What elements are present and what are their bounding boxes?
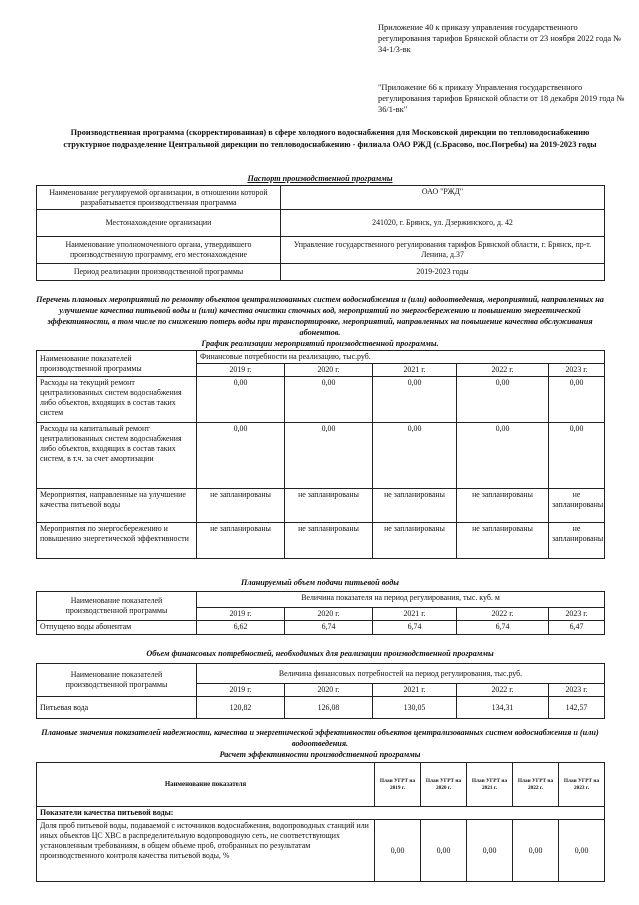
supply-col-header: Наименование показателей производственной программы (37, 592, 197, 621)
year-header: 2020 г. (285, 684, 373, 697)
plan-header: План УГРТ на 2022 г. (513, 763, 559, 807)
measures-table (36, 350, 605, 559)
document-title: Производственная программа (скорректированная) в сфере холодного водоснабжения для Московской дирекции по тепловодоснабжению структурное подразделение Центральной дирекции по тепловодоснабжению - филиала ОАО РЖД (с.Брасово, пос.Погребы) на 2019-2023 годы (63, 128, 597, 149)
reliability-value: 0,00 (467, 820, 513, 882)
year-header: 2022 г. (457, 608, 549, 621)
supply-row-label: Отпущено воды абонентам (37, 621, 197, 635)
reliability-col-header: Наименование показателя (37, 763, 375, 807)
passport-label: Местонахождение организации (37, 210, 281, 237)
finance-value: 126,08 (285, 697, 373, 719)
measures-value: не запланированы (457, 523, 549, 559)
year-header: 2023 г. (549, 364, 605, 377)
measures-row-label: Расходы на текущий ремонт централизованных систем водоснабжения либо объектов, входящих в состав таких систем (37, 377, 197, 423)
measures-value: не запланированы (197, 489, 285, 523)
passport-row (37, 186, 605, 210)
plan-header: План УГРТ на 2020 г. (421, 763, 467, 807)
year-header: 2022 г. (457, 684, 549, 697)
supply-title: Планируемый объем подачи питьевой воды (241, 578, 399, 587)
year-header: 2021 г. (373, 684, 457, 697)
supply-value: 6,74 (457, 621, 549, 635)
year-header: 2020 г. (285, 364, 373, 377)
measures-value: 0,00 (197, 423, 285, 489)
year-header: 2022 г. (457, 364, 549, 377)
measures-value: не запланированы (373, 489, 457, 523)
reliability-value: 0,00 (421, 820, 467, 882)
year-header: 2021 г. (373, 608, 457, 621)
measures-value: 0,00 (285, 423, 373, 489)
measures-value: 0,00 (373, 423, 457, 489)
measures-value: 0,00 (457, 423, 549, 489)
measures-value: 0,00 (457, 377, 549, 423)
reliability-row-label: Доля проб питьевой воды, подаваемой с источников водоснабжения, водопроводных станций или иных объектов ЦС ХВС в распределительную водопроводную сеть, не соответствующих установленным требованиям, в общем объеме проб, отобранных по результатам производственного контроля качества питьевой воды, % (37, 820, 375, 882)
plan-header: План УГРТ на 2023 г. (559, 763, 605, 807)
measures-value: не запланированы (285, 523, 373, 559)
measures-value: не запланированы (457, 489, 549, 523)
passport-row (37, 237, 605, 264)
measures-value: не запланированы (373, 523, 457, 559)
measures-value: не запланированы (285, 489, 373, 523)
measures-value: 0,00 (549, 377, 605, 423)
supply-table (36, 591, 605, 635)
finance-value-header: Величина финансовых потребностей на период регулирования, тыс.руб. (197, 664, 605, 684)
reliability-row (37, 820, 605, 882)
passport-value: Управление государственного регулирования тарифов Брянской области, г. Брянск, пр-т. Ленина, д.37 (281, 237, 605, 264)
finance-col-header: Наименование показателей производственной программы (37, 664, 197, 697)
supply-row (37, 621, 605, 635)
reliability-subtitle: Расчет эффективности производственной программы (219, 750, 421, 759)
measures-value: не запланированы (197, 523, 285, 559)
passport-label: Наименование регулируемой организации, в отношении которой разрабатывается производственная программа (37, 186, 281, 210)
order-note-40: Приложение 40 к приказу управления государственного регулирования тарифов Брянской области от 23 ноября 2022 года № 34-1/3-вк (378, 23, 622, 54)
measures-subtitle: График реализации мероприятий производственной программы. (201, 339, 439, 348)
passport-label: Период реализации производственной программы (37, 264, 281, 281)
finance-row-label: Питьевая вода (37, 697, 197, 719)
finance-value: 120,82 (197, 697, 285, 719)
passport-row (37, 264, 605, 281)
finance-title: Объем финансовых потребностей, необходимых для реализации производственной программы (146, 649, 494, 658)
reliability-value: 0,00 (559, 820, 605, 882)
year-header: 2021 г. (373, 364, 457, 377)
reliability-title: Плановые значения показателей надежности, качества и энергетической эффективности объектов централизованных систем водоснабжения и (или) водоотведения. (41, 728, 599, 748)
measures-fin-header: Финансовые потребности на реализацию, тыс.руб. (197, 351, 605, 364)
supply-value: 6,47 (549, 621, 605, 635)
supply-value-header: Величина показателя на период регулирования, тыс. куб. м (197, 592, 605, 608)
reliability-table (36, 762, 605, 882)
finance-value: 142,57 (549, 697, 605, 719)
measures-value: не запланированы (549, 489, 605, 523)
measures-row (37, 523, 605, 559)
reliability-value: 0,00 (375, 820, 421, 882)
supply-value: 6,74 (285, 621, 373, 635)
supply-value: 6,62 (197, 621, 285, 635)
year-header: 2019 г. (197, 364, 285, 377)
passport-title: Паспорт производственной программы (247, 174, 393, 183)
measures-value: 0,00 (549, 423, 605, 489)
measures-value: 0,00 (373, 377, 457, 423)
year-header: 2023 г. (549, 608, 605, 621)
year-header: 2019 г. (197, 608, 285, 621)
passport-value: 2019-2023 годы (281, 264, 605, 281)
measures-row-label: Мероприятия по энергосбережению и повышению энергетической эффективности (37, 523, 197, 559)
year-header: 2019 г. (197, 684, 285, 697)
finance-table (36, 663, 605, 719)
measures-intro: Перечень плановых мероприятий по ремонту объектов централизованных систем водоснабжения и (или) водоотведения, мероприятий, направленных на улучшение качества питьевой воды и (или) качества очистки сточных вод, мероприятий по энергосбережению и повышению энергетической эффективности, в том числе по снижению потерь воды при транспортировке, мероприятий, направленных на повышение качества обслуживания абонентов. (36, 295, 604, 337)
reliability-value: 0,00 (513, 820, 559, 882)
year-header: 2023 г. (549, 684, 605, 697)
measures-row (37, 423, 605, 489)
order-note-66: "Приложение 66 к приказу Управления государственного регулирования тарифов Брянской области от 18 декабря 2019 года № 36/1-вк" (378, 83, 625, 114)
passport-row (37, 210, 605, 237)
passport-value: 241020, г. Брянск, ул. Дзержинского, д. 42 (281, 210, 605, 237)
measures-row-label: Мероприятия, направленные на улучшение качества питьевой воды (37, 489, 197, 523)
finance-value: 134,31 (457, 697, 549, 719)
measures-value: 0,00 (285, 377, 373, 423)
passport-value: ОАО "РЖД" (281, 186, 605, 210)
measures-col-header: Наименование показателей производственной программы (37, 351, 197, 377)
year-header: 2020 г. (285, 608, 373, 621)
measures-row (37, 377, 605, 423)
measures-row-label: Расходы на капитальный ремонт централизованных систем водоснабжения либо объектов, входящих в состав таких систем, в т.ч. за счет амортизации (37, 423, 197, 489)
measures-row (37, 489, 605, 523)
finance-row (37, 697, 605, 719)
passport-label: Наименование уполномоченного органа, утвердившего производственную программу, его местонахождение (37, 237, 281, 264)
quality-section-label: Показатели качества питьевой воды: (37, 807, 605, 820)
passport-table (36, 185, 605, 281)
measures-value: не запланированы (549, 523, 605, 559)
measures-value: 0,00 (197, 377, 285, 423)
plan-header: План УГРТ на 2021 г. (467, 763, 513, 807)
plan-header: План УГРТ на 2019 г. (375, 763, 421, 807)
finance-value: 130,05 (373, 697, 457, 719)
supply-value: 6,74 (373, 621, 457, 635)
